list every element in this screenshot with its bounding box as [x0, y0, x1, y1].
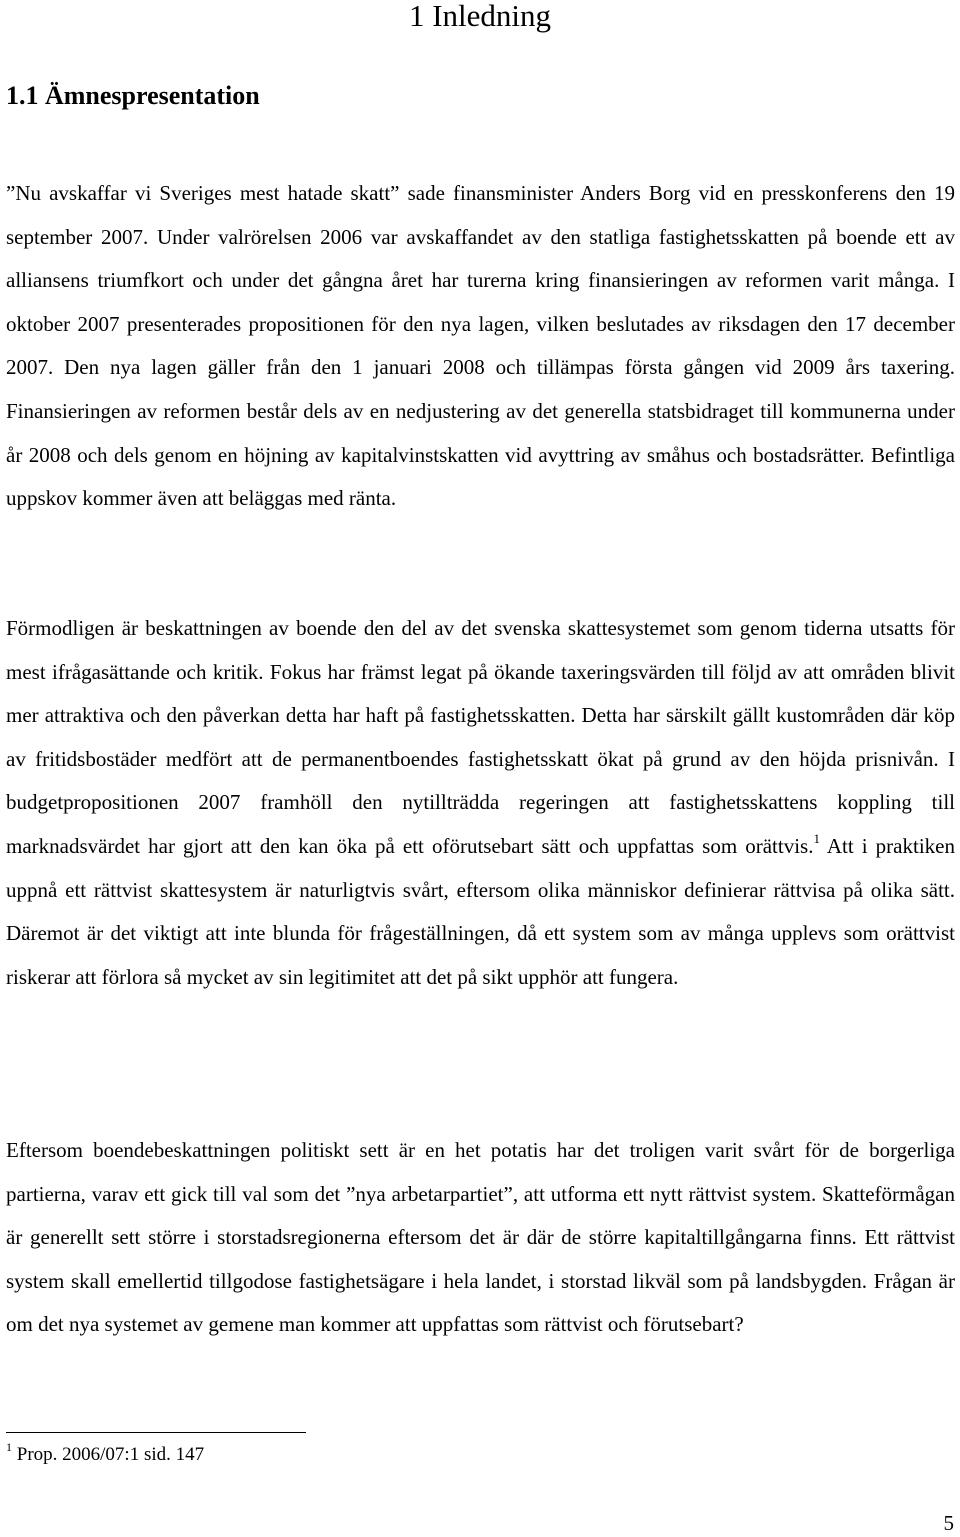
paragraph-3: Eftersom boendebeskattningen politiskt sett är en het potatis har det troligen varit svårt för de borgerliga partierna, varav ett gick till val som det ”nya arbetarpartiet”, att utforma ett nytt rättvist system. Skatteförmågan är generellt sett större i storstadsregionerna eftersom det är där de större kapitaltillgångarna finns. Ett rättvist system skall emellertid tillgodose fastighetsägare i hela landet, i storstad likväl som på landsbygden. Frågan är om det nya systemet av gemene man kommer att uppfattas som rättvist och förutsebart?	[6, 1138, 955, 1337]
paragraph-2-text-b: Att i praktiken uppnå ett rättvist skattesystem är naturligtvis svårt, eftersom olika människor definierar rättvisa på olika sätt. Däremot är det viktigt att inte blunda för frågeställningen, då ett system som av många upplevs som orättvist riskerar att förlora så mycket av sin legitimitet att det på sikt upphör att fungera.	[6, 833, 955, 989]
footnote-separator	[6, 1432, 306, 1433]
chapter-title: 1 Inledning	[408, 0, 552, 33]
footnote	[6, 1438, 204, 1472]
footnote-number: 1	[6, 1440, 12, 1454]
paragraph-1: ”Nu avskaffar vi Sveriges mest hatade skatt” sade finansminister Anders Borg vid en presskonferens den 19 september 2007. Under valrörelsen 2006 var avskaffandet av den statliga fastighetsskatten på boende ett av alliansens triumfkort och under det gångna året har turerna kring finansieringen av reformen varit många. I oktober 2007 presenterades propositionen för den nya lagen, vilken beslutades av riksdagen den 17 december 2007. Den nya lagen gäller från den 1 januari 2008 och tillämpas första gången vid 2009 års taxering. Finansieringen av reformen består dels av en nedjustering av det generella statsbidraget till kommunerna under år 2008 och dels genom en höjning av kapitalvinstskatten vid avyttring av småhus och bostadsrätter. Befintliga uppskov kommer även att beläggas med ränta.	[6, 181, 955, 511]
paragraph-2-text-a: Förmodligen är beskattningen av boende den del av det svenska skattesystemet som genom tiderna utsatts för mest ifrågasättande och kritik. Fokus har främst legat på ökande taxeringsvärden till följd av att områden blivit mer attraktiva och den påverkan detta har haft på fastighetsskatten. Detta har särskilt gällt kustområden där köp av fritidsbostäder medfört att de permanentboendes fastighetsskatt ökat på grund av den höjda prisnivån. I budgetpropositionen 2007 framhöll den nytillträdda regeringen att fastighetsskattens koppling till marknadsvärdet har gjort att den kan öka på ett oförutsebart sätt och uppfattas som orättvis.	[6, 616, 955, 858]
paragraph-2	[6, 607, 955, 999]
page-number: 5	[943, 1511, 954, 1535]
footnote-reference: 1	[813, 830, 820, 846]
footnote-text: Prop. 2006/07:1 sid. 147	[12, 1444, 205, 1465]
section-title: 1.1 Ämnespresentation	[6, 81, 260, 110]
